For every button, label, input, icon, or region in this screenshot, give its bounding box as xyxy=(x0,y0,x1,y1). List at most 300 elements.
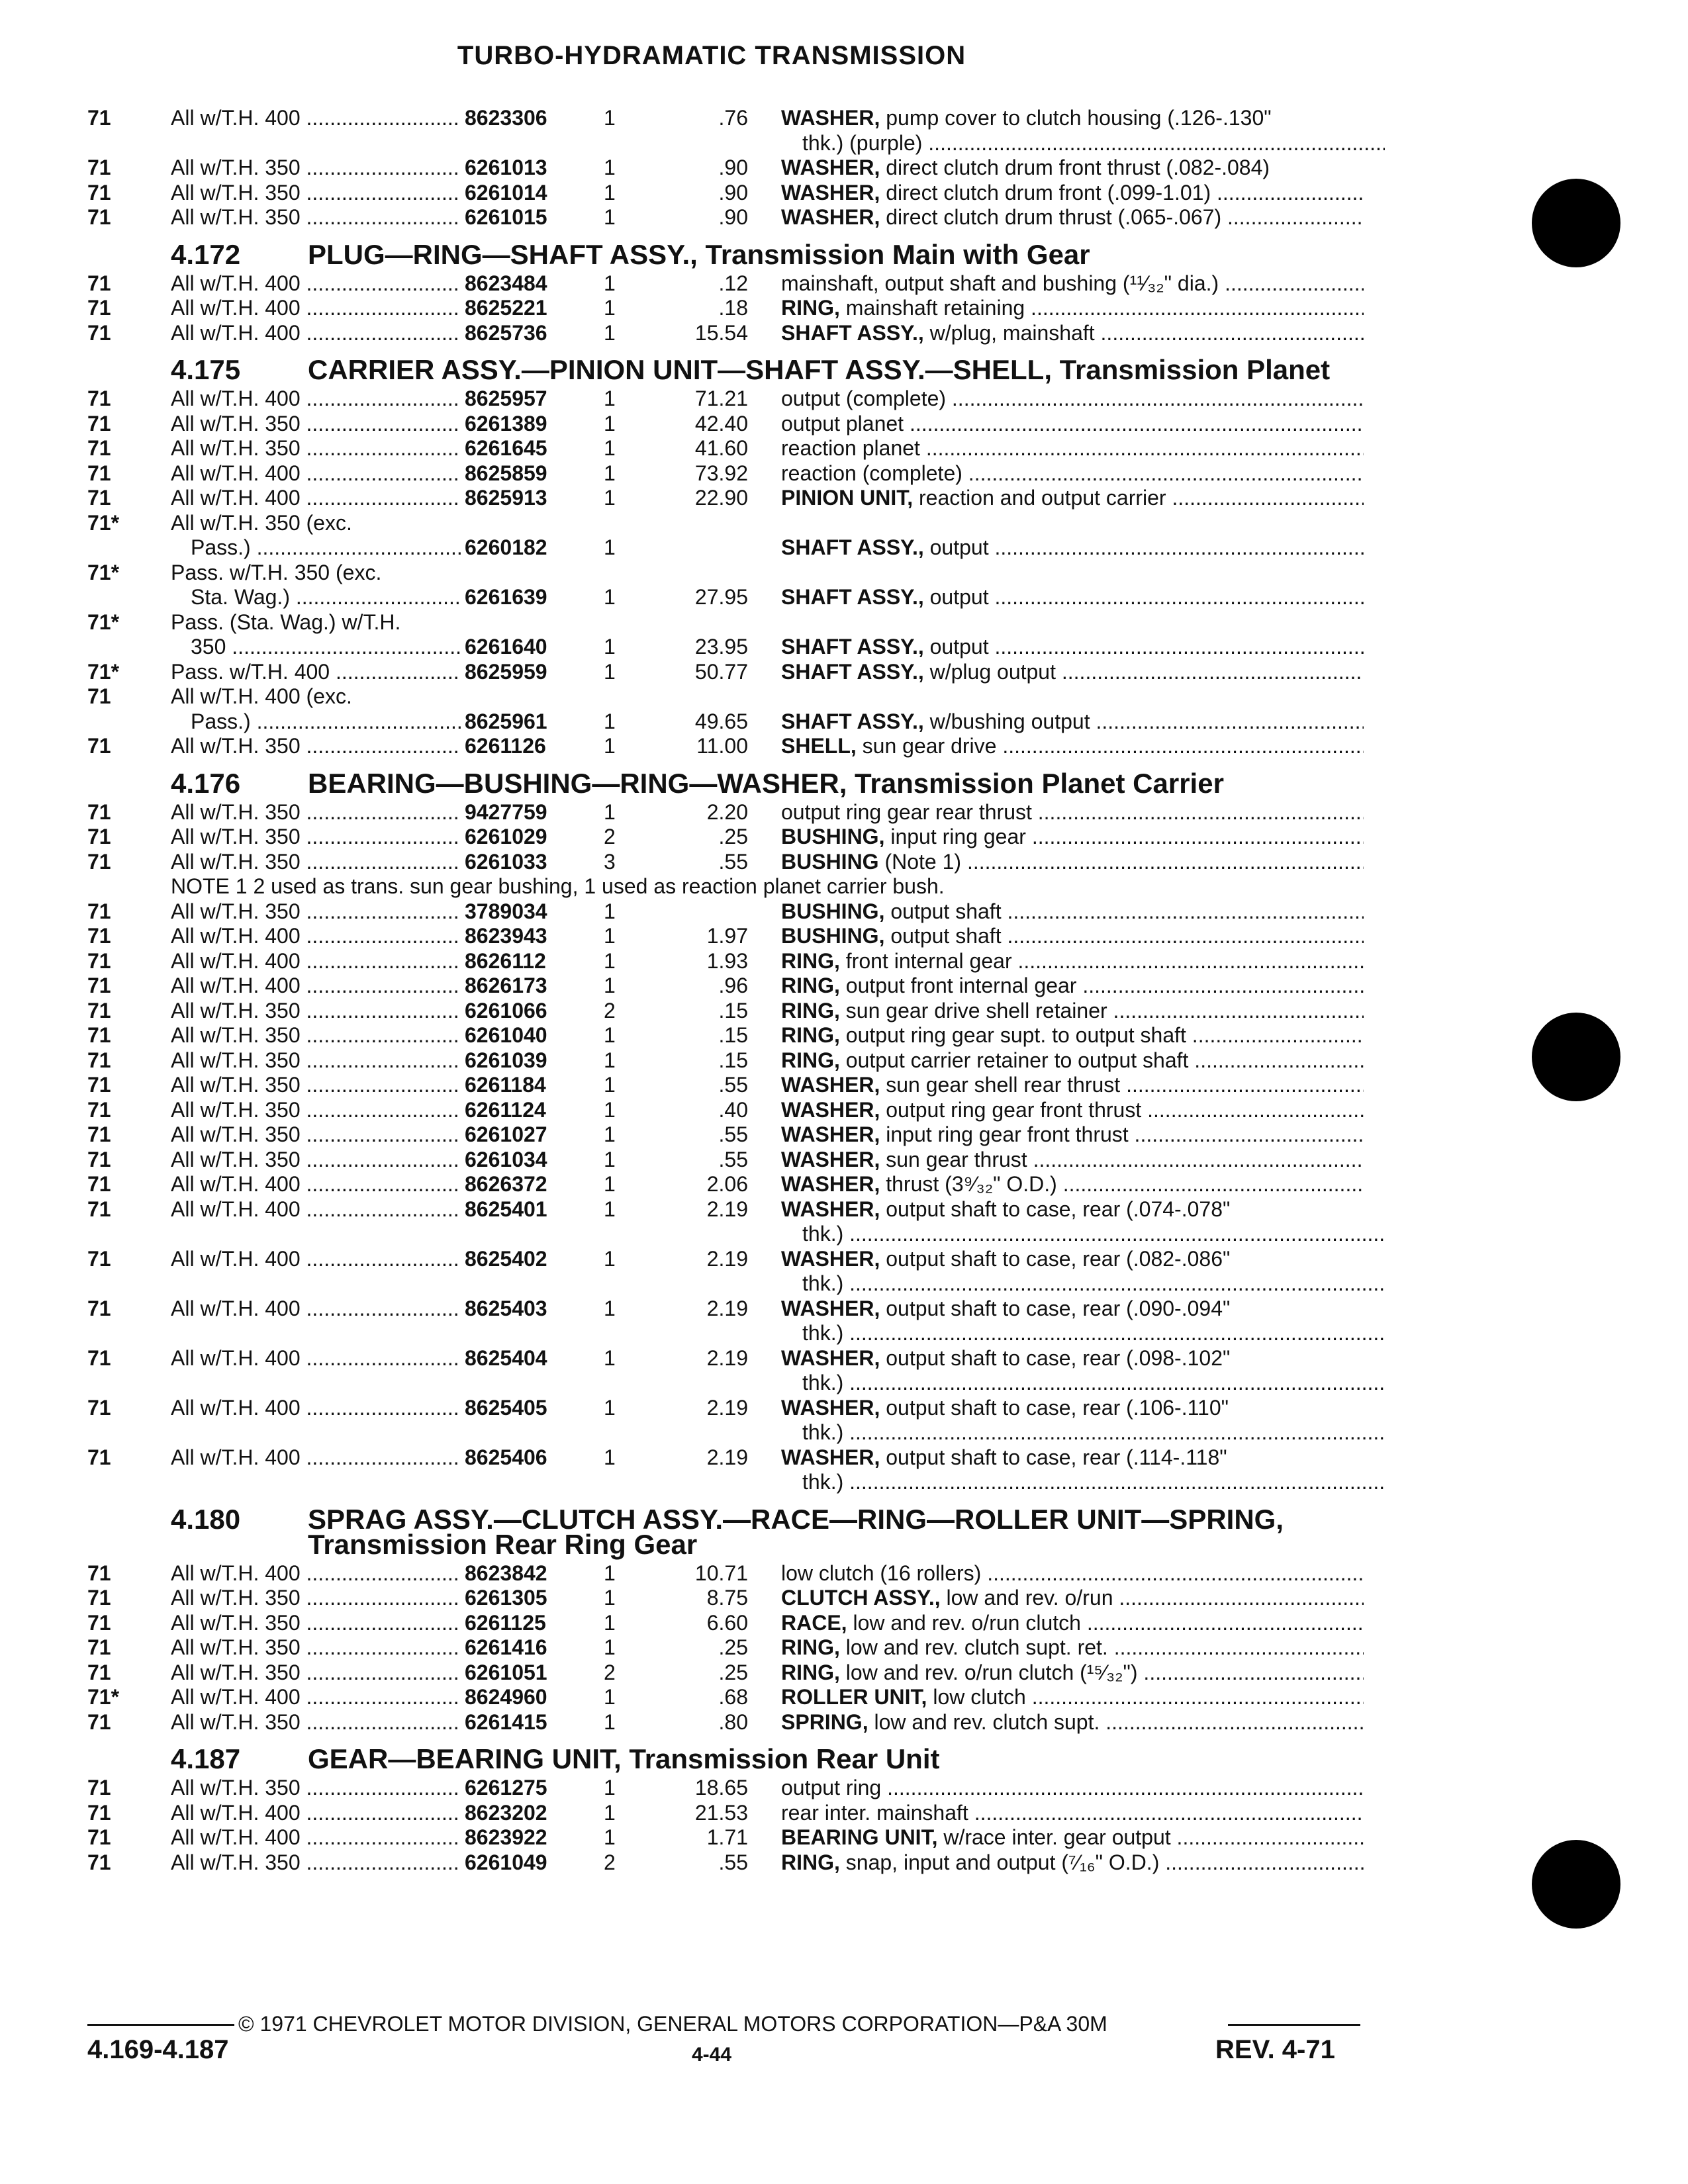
application: All w/T.H. 400 ..... xyxy=(171,461,461,486)
quantity: 1 xyxy=(604,924,616,948)
part-number: 9427759 xyxy=(465,799,547,824)
list-price: .68 xyxy=(718,1685,748,1709)
part-description xyxy=(781,585,1364,610)
part-name: RACE, xyxy=(781,1610,847,1635)
table-row xyxy=(0,734,1370,759)
part-name: SHAFT ASSY., xyxy=(781,535,924,559)
table-row xyxy=(0,1661,1370,1686)
quantity: 1 xyxy=(604,1073,616,1097)
part-name: RING, xyxy=(781,974,840,997)
part-detail: output shaft xyxy=(884,924,1002,948)
part-description xyxy=(781,1023,1364,1048)
model-year: 71* xyxy=(87,510,120,535)
table-row xyxy=(0,1048,1370,1073)
footer-rule-right xyxy=(1228,2024,1360,2026)
part-description xyxy=(781,1073,1364,1098)
application: All w/T.H. 350 ..... xyxy=(171,1710,461,1735)
part-detail: sun gear drive xyxy=(856,734,997,758)
part-description xyxy=(781,999,1364,1024)
table-row xyxy=(0,1271,1370,1297)
application: All w/T.H. 400 ..... xyxy=(171,1172,461,1197)
application: All w/T.H. 350 ..... xyxy=(171,1586,461,1611)
section-number: 4.187 xyxy=(171,1743,241,1774)
application: All w/T.H. 350 (exc. xyxy=(171,510,352,535)
part-number: 6261049 xyxy=(465,1850,547,1874)
table-row xyxy=(0,131,1370,156)
model-year: 71 xyxy=(87,734,111,758)
part-name: RING, xyxy=(781,998,840,1023)
application: Pass. w/T.H. 350 (exc. xyxy=(171,560,382,584)
list-price: 49.65 xyxy=(694,709,748,733)
part-detail: sun gear drive shell retainer xyxy=(839,998,1107,1023)
part-detail: low and rev. o/run xyxy=(940,1586,1113,1610)
model-year: 71 xyxy=(87,1246,111,1271)
model-year: 71 xyxy=(87,1850,111,1874)
model-year: 71 xyxy=(87,899,111,923)
part-number: 6261645 xyxy=(465,436,547,460)
quantity: 2 xyxy=(604,1660,616,1684)
part-number: 8625401 xyxy=(465,1197,547,1221)
model-year: 71 xyxy=(87,296,111,320)
list-price: 18.65 xyxy=(694,1776,748,1799)
quantity: 1 xyxy=(604,585,616,609)
part-description xyxy=(781,1048,1364,1073)
list-price: 2.19 xyxy=(706,1445,748,1469)
model-year: 71 xyxy=(87,1660,111,1684)
model-year: 71 xyxy=(87,1445,111,1469)
part-number: 8625404 xyxy=(465,1345,547,1370)
model-year: 71* xyxy=(87,610,120,634)
part-detail: w/plug, mainshaft xyxy=(923,320,1095,345)
application: All w/T.H. 400 ..... xyxy=(171,106,461,131)
footer-group-range: 4.169-4.187 xyxy=(87,2035,229,2064)
quantity: 1 xyxy=(604,734,616,758)
part-number: 6261014 xyxy=(465,180,547,205)
part-name: WASHER, xyxy=(781,205,880,229)
section-number: 4.176 xyxy=(171,767,241,799)
quantity: 1 xyxy=(604,1122,616,1146)
part-detail: output planet xyxy=(781,411,904,435)
part-description xyxy=(781,486,1364,511)
part-name: SHAFT ASSY., xyxy=(781,659,924,684)
application: All w/T.H. 350 ..... xyxy=(171,850,461,875)
part-description xyxy=(781,709,1364,735)
part-description xyxy=(781,1122,1364,1148)
part-description xyxy=(781,271,1364,296)
part-number: 6261639 xyxy=(465,585,547,609)
part-detail: output shaft to case, rear (.114-.118" xyxy=(880,1445,1227,1469)
table-row xyxy=(0,1850,1370,1876)
part-description xyxy=(781,1586,1364,1611)
table-row xyxy=(0,1825,1370,1850)
table-row xyxy=(0,1222,1370,1247)
part-name: WASHER, xyxy=(781,1445,880,1469)
table-row xyxy=(0,1172,1370,1197)
footer-revision: REV. 4-71 xyxy=(1215,2035,1335,2064)
application: All w/T.H. 350 ..... xyxy=(171,412,461,437)
part-detail: output (complete) xyxy=(781,387,947,410)
section-number: 4.172 xyxy=(171,238,241,270)
part-number: 6261415 xyxy=(465,1709,547,1734)
part-detail: output carrier retainer to output shaft xyxy=(839,1048,1189,1072)
part-detail: sun gear thrust xyxy=(880,1147,1027,1171)
part-description xyxy=(781,1297,1364,1322)
list-price: .25 xyxy=(718,1635,748,1659)
footer-page-number: 4-44 xyxy=(691,2044,732,2066)
part-description xyxy=(781,296,1364,321)
quantity: 1 xyxy=(604,1561,616,1585)
part-name: SHAFT ASSY., xyxy=(781,320,924,345)
binder-hole-middle xyxy=(1532,1013,1620,1101)
part-number: 6261066 xyxy=(465,998,547,1023)
table-row xyxy=(0,412,1370,437)
part-name: WASHER, xyxy=(781,180,880,205)
quantity: 1 xyxy=(604,1147,616,1171)
part-number: 8626112 xyxy=(465,948,546,973)
table-row xyxy=(0,1396,1370,1421)
quantity: 1 xyxy=(604,1709,616,1734)
model-year: 71 xyxy=(87,1345,111,1370)
model-year: 71* xyxy=(87,560,120,584)
quantity: 2 xyxy=(604,998,616,1023)
list-price: .25 xyxy=(718,825,748,848)
section-title: BEARING—BUSHING—RING—WASHER, Transmission Planet Carrier xyxy=(308,767,1224,799)
part-detail: direct clutch drum thrust (.065-.067) xyxy=(880,205,1222,229)
table-row xyxy=(0,106,1370,131)
part-detail: w/plug output xyxy=(923,659,1056,684)
application: Pass. w/T.H. 400 ..... xyxy=(171,660,461,685)
model-year: 71* xyxy=(87,1685,120,1709)
quantity: 1 xyxy=(604,1097,616,1122)
part-description xyxy=(781,321,1364,346)
table-row xyxy=(0,535,1370,561)
part-name: WASHER, xyxy=(781,1097,880,1122)
list-price: .55 xyxy=(718,849,748,874)
part-description xyxy=(781,924,1364,949)
description-continuation: thk.) (purple) ..... xyxy=(802,131,1385,156)
part-description xyxy=(781,461,1364,486)
part-name: RING, xyxy=(781,1850,840,1874)
application: All w/T.H. 350 ..... xyxy=(171,1611,461,1636)
part-detail: front internal gear xyxy=(839,948,1012,973)
part-description xyxy=(781,1445,1364,1471)
list-price: .90 xyxy=(718,156,748,179)
model-year: 71 xyxy=(87,825,111,848)
model-year: 71 xyxy=(87,974,111,997)
model-year: 71 xyxy=(87,1561,111,1585)
table-row xyxy=(0,660,1370,685)
part-detail: low and rev. clutch supt. xyxy=(868,1709,1100,1734)
table-row xyxy=(0,486,1370,511)
part-description xyxy=(781,949,1364,974)
model-year: 71 xyxy=(87,1395,111,1420)
table-row xyxy=(0,205,1370,230)
description-continuation: thk.) ..... xyxy=(802,1222,1385,1247)
application: All w/T.H. 400 ..... xyxy=(171,1396,461,1421)
quantity: 1 xyxy=(604,1586,616,1610)
part-description xyxy=(781,156,1364,181)
quantity: 1 xyxy=(604,1246,616,1271)
model-year: 71 xyxy=(87,106,111,130)
description-continuation: thk.) ..... xyxy=(802,1420,1385,1445)
section-number: 4.175 xyxy=(171,354,241,385)
part-description xyxy=(781,1396,1364,1421)
model-year: 71 xyxy=(87,1635,111,1659)
list-price: 11.00 xyxy=(696,734,748,758)
quantity: 1 xyxy=(604,535,616,559)
table-row xyxy=(0,436,1370,461)
application: All w/T.H. 350 ..... xyxy=(171,899,461,925)
quantity: 1 xyxy=(604,436,616,460)
model-year: 71 xyxy=(87,1073,111,1097)
quantity: 1 xyxy=(604,1296,616,1320)
quantity: 1 xyxy=(604,411,616,435)
model-year: 71 xyxy=(87,1586,111,1610)
quantity: 1 xyxy=(604,320,616,345)
part-name: BEARING UNIT, xyxy=(781,1825,938,1849)
list-price: 1.97 xyxy=(706,924,748,948)
model-year: 71* xyxy=(87,659,120,684)
application: All w/T.H. 350 ..... xyxy=(171,999,461,1024)
part-name: WASHER, xyxy=(781,1395,880,1420)
table-row xyxy=(0,825,1370,850)
part-number: 6261305 xyxy=(465,1586,547,1610)
part-description xyxy=(781,436,1364,461)
section-heading xyxy=(0,1735,1370,1776)
list-price: .15 xyxy=(718,1023,748,1047)
application: All w/T.H. 400 ..... xyxy=(171,974,461,999)
list-price: .55 xyxy=(718,1122,748,1146)
list-price: .40 xyxy=(718,1097,748,1122)
part-name: SHELL, xyxy=(781,734,857,758)
model-year: 71 xyxy=(87,320,111,345)
list-price: 1.71 xyxy=(706,1825,748,1849)
part-detail: reaction and output carrier xyxy=(913,486,1166,510)
list-price: 71.21 xyxy=(694,387,748,410)
table-row xyxy=(0,321,1370,346)
part-detail: output front internal gear xyxy=(839,974,1077,997)
list-price: .90 xyxy=(718,205,748,229)
part-detail: sun gear shell rear thrust xyxy=(880,1073,1121,1097)
part-detail: thrust (3⁹⁄₃₂" O.D.) xyxy=(880,1172,1057,1196)
model-year: 71 xyxy=(87,1122,111,1146)
table-row xyxy=(0,1470,1370,1495)
model-year: 71 xyxy=(87,684,111,708)
model-year: 71 xyxy=(87,461,111,485)
part-detail: direct clutch drum front (.099-1.01) xyxy=(880,180,1211,205)
part-description xyxy=(781,800,1364,825)
table-row xyxy=(0,1685,1370,1710)
part-detail: output ring gear supt. to output shaft xyxy=(839,1023,1186,1047)
application: All w/T.H. 400 ..... xyxy=(171,1685,461,1710)
table-row xyxy=(0,974,1370,999)
quantity: 1 xyxy=(604,899,616,923)
table-row xyxy=(0,1346,1370,1371)
part-number: 8626372 xyxy=(465,1172,547,1196)
quantity: 1 xyxy=(604,156,616,179)
application: All w/T.H. 400 ..... xyxy=(171,271,461,296)
model-year: 71 xyxy=(87,1776,111,1799)
part-description xyxy=(781,1801,1364,1826)
application: All w/T.H. 350 ..... xyxy=(171,825,461,850)
application: All w/T.H. 350 ..... xyxy=(171,1850,461,1876)
table-row xyxy=(0,1073,1370,1098)
model-year: 71 xyxy=(87,1023,111,1047)
model-year: 71 xyxy=(87,180,111,205)
part-number: 8623484 xyxy=(465,271,547,295)
list-price: .80 xyxy=(718,1709,748,1734)
table-row xyxy=(0,1710,1370,1735)
table-row xyxy=(0,511,1370,536)
list-price: .15 xyxy=(718,998,748,1023)
part-detail: (Note 1) xyxy=(878,849,962,874)
part-name: RING, xyxy=(781,1048,840,1072)
application: All w/T.H. 350 ..... xyxy=(171,1098,461,1123)
application: All w/T.H. 400 ..... xyxy=(171,924,461,949)
page-title: TURBO-HYDRAMATIC TRANSMISSION xyxy=(457,41,966,70)
part-detail: low clutch (16 rollers) xyxy=(781,1561,982,1585)
part-name: WASHER, xyxy=(781,106,880,130)
part-description xyxy=(781,1776,1364,1801)
application: All w/T.H. 350 ..... xyxy=(171,436,461,461)
application: All w/T.H. 350 ..... xyxy=(171,205,461,230)
model-year: 71 xyxy=(87,799,111,824)
list-price: 15.54 xyxy=(694,320,748,345)
part-detail: output shaft to case, rear (.106-.110" xyxy=(880,1395,1229,1420)
part-detail: output ring gear rear thrust xyxy=(781,799,1032,824)
application: All w/T.H. 350 ..... xyxy=(171,156,461,181)
part-description xyxy=(781,1850,1364,1876)
section-title: GEAR—BEARING UNIT, Transmission Rear Unit xyxy=(308,1743,940,1774)
table-row xyxy=(0,561,1370,586)
part-description xyxy=(781,974,1364,999)
section-heading xyxy=(0,230,1370,271)
part-name: BUSHING, xyxy=(781,825,885,848)
quantity: 1 xyxy=(604,1345,616,1370)
part-name: ROLLER UNIT, xyxy=(781,1685,927,1709)
part-description xyxy=(781,205,1364,230)
application: Pass.) ..... xyxy=(191,535,461,561)
quantity: 1 xyxy=(604,106,616,130)
part-number: 8623202 xyxy=(465,1800,547,1825)
part-number: 6261029 xyxy=(465,825,547,848)
part-name: SHAFT ASSY., xyxy=(781,709,924,733)
model-year: 71 xyxy=(87,1709,111,1734)
list-price: 2.19 xyxy=(706,1395,748,1420)
table-row xyxy=(0,684,1370,709)
list-price: .55 xyxy=(718,1147,748,1171)
table-row xyxy=(0,1635,1370,1661)
part-detail: output xyxy=(923,635,989,659)
model-year: 71 xyxy=(87,205,111,229)
part-description xyxy=(781,1098,1364,1123)
quantity: 1 xyxy=(604,271,616,295)
application: All w/T.H. 400 ..... xyxy=(171,1346,461,1371)
model-year: 71 xyxy=(87,1800,111,1825)
table-row xyxy=(0,1247,1370,1272)
list-price: 73.92 xyxy=(694,461,748,485)
part-detail: output ring gear front thrust xyxy=(880,1097,1142,1122)
model-year: 71 xyxy=(87,486,111,510)
part-name: RING, xyxy=(781,948,840,973)
application: All w/T.H. 400 ..... xyxy=(171,321,461,346)
part-number: 8623943 xyxy=(465,924,547,948)
part-number: 8625736 xyxy=(465,320,547,345)
part-detail: w/race inter. gear output xyxy=(937,1825,1171,1849)
model-year: 71 xyxy=(87,1610,111,1635)
part-number: 6261034 xyxy=(465,1147,547,1171)
section-heading xyxy=(0,759,1370,800)
parts-catalog-content xyxy=(0,106,1370,1875)
part-name: WASHER, xyxy=(781,156,880,179)
part-number: 8625959 xyxy=(465,659,547,684)
part-detail: output shaft xyxy=(884,899,1002,923)
list-price: .25 xyxy=(718,1660,748,1684)
part-number: 8625403 xyxy=(465,1296,547,1320)
part-description xyxy=(781,660,1364,685)
table-row xyxy=(0,874,1370,899)
part-number: 6261027 xyxy=(465,1122,547,1146)
list-price: 41.60 xyxy=(694,436,748,460)
application: All w/T.H. 400 ..... xyxy=(171,1297,461,1322)
part-number: 6261416 xyxy=(465,1635,547,1659)
quantity: 1 xyxy=(604,635,616,659)
part-detail: output shaft to case, rear (.098-.102" xyxy=(880,1345,1231,1370)
application: Sta. Wag.) ..... xyxy=(191,585,461,610)
table-row xyxy=(0,924,1370,949)
section-title: SPRAG ASSY.—CLUTCH ASSY.—RACE—RING—ROLLER UNIT—SPRING, Transmission Rear Ring Gear xyxy=(308,1503,1284,1560)
application: All w/T.H. 400 ..... xyxy=(171,1825,461,1850)
part-name: SHAFT ASSY., xyxy=(781,635,924,659)
part-description xyxy=(781,181,1364,206)
part-description xyxy=(781,1661,1364,1686)
application: All w/T.H. 350 ..... xyxy=(171,1635,461,1661)
table-row xyxy=(0,800,1370,825)
part-description xyxy=(781,635,1364,660)
section-title: PLUG—RING—SHAFT ASSY., Transmission Main with Gear xyxy=(308,238,1090,270)
part-name: WASHER, xyxy=(781,1246,880,1271)
application: All w/T.H. 350 ..... xyxy=(171,1776,461,1801)
part-description xyxy=(781,899,1364,925)
quantity: 1 xyxy=(604,1395,616,1420)
table-row xyxy=(0,1023,1370,1048)
model-year: 71 xyxy=(87,1825,111,1849)
part-number: 8624960 xyxy=(465,1685,547,1709)
table-row xyxy=(0,850,1370,875)
part-name: WASHER, xyxy=(781,1122,880,1146)
list-price: 1.93 xyxy=(706,948,748,973)
table-row xyxy=(0,1611,1370,1636)
application: All w/T.H. 350 ..... xyxy=(171,1073,461,1098)
list-price: .76 xyxy=(718,106,748,130)
application: All w/T.H. 400 ..... xyxy=(171,1445,461,1471)
table-row xyxy=(0,585,1370,610)
quantity: 1 xyxy=(604,1197,616,1221)
list-price: 2.19 xyxy=(706,1246,748,1271)
footer-rule-left xyxy=(87,2024,234,2026)
part-detail: mainshaft retaining xyxy=(839,296,1025,320)
quantity: 2 xyxy=(604,1850,616,1874)
list-price: 10.71 xyxy=(694,1561,748,1585)
application: All w/T.H. 400 ..... xyxy=(171,486,461,511)
part-name: WASHER, xyxy=(781,1172,880,1196)
quantity: 1 xyxy=(604,974,616,997)
table-row xyxy=(0,1561,1370,1586)
part-description xyxy=(781,825,1364,850)
list-price: 8.75 xyxy=(706,1586,748,1610)
list-price: .18 xyxy=(718,296,748,320)
list-price: .55 xyxy=(718,1850,748,1874)
